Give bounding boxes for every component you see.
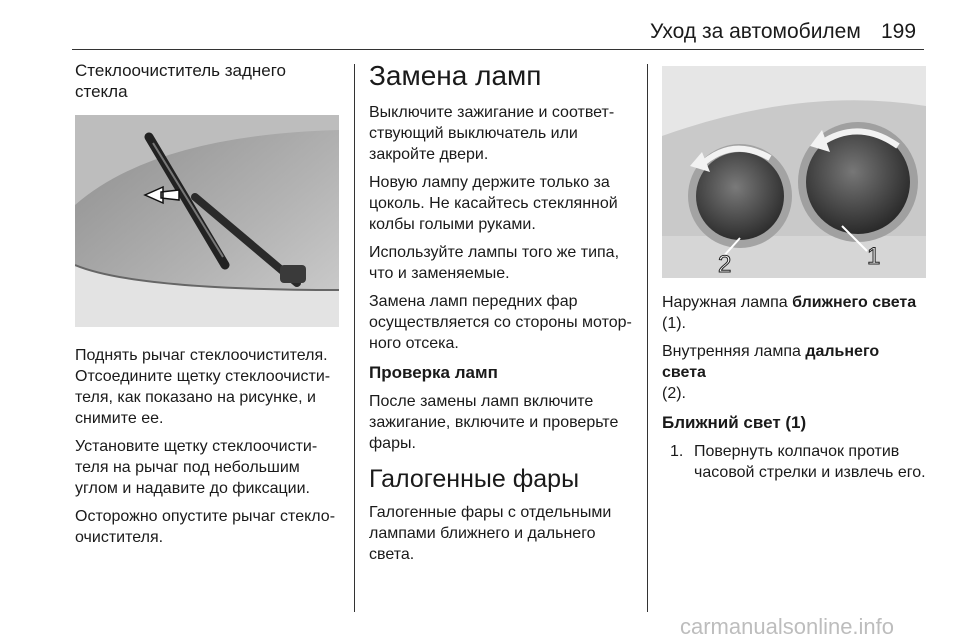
callout-1: 1 (867, 243, 881, 270)
header-title: Уход за автомобилем (650, 20, 861, 43)
paragraph: Новую лампу держите только за цоколь. Не касайтесь стеклянной колбы голыми руками. (369, 174, 618, 233)
page-number: 199 (881, 20, 917, 43)
paragraph: Осторожно опустите рычаг стеклоочистителя. (75, 508, 336, 546)
paragraph: Замена ламп передних фар осуществляется со стороны моторного отсека. (369, 293, 632, 352)
caption-low-beam: Наружная лампа ближнего света (1). (662, 294, 917, 332)
paragraph: Выключите зажигание и соответствующий выключатель или закройте двери. (369, 104, 615, 163)
paragraph: Установите щетку стеклоочистителя на рычаг под небольшим углом и надавите до фиксации. (75, 438, 318, 497)
bulb-check-heading: Проверка ламп (369, 363, 498, 382)
paragraph: После замены ламп включите зажигание, включите и проверьте фары. (369, 393, 619, 452)
middle-column (369, 60, 634, 572)
halogen-headlights-title: Галогенные фары (369, 465, 580, 493)
paragraph: Используйте лампы того же типа, что и заменяемые. (369, 244, 620, 282)
paragraph: Поднять рычаг стеклоочистителя. Отсоедините щетку стеклоочистителя, как показано на рисунке, и снимите ее. (75, 347, 331, 427)
right-column (662, 60, 927, 483)
headlight-cap-illustration (662, 66, 926, 278)
list-item: 1. Повернуть колпачок против часовой стрелки и извлечь его. (670, 443, 926, 481)
bulb-replacement-title: Замена ламп (369, 60, 542, 91)
paragraph: Галогенные фары с отдельными лампами ближнего и дальнего света. (369, 504, 612, 563)
low-beam-heading: Ближний свет (1) (662, 413, 807, 432)
column-divider-right (647, 64, 648, 612)
callout-2: 2 (718, 251, 732, 278)
rear-wiper-illustration (75, 115, 339, 327)
watermark: carmanualsonline.info (680, 614, 895, 639)
column-divider-left (354, 64, 355, 612)
left-column (75, 60, 340, 555)
caption-high-beam: Внутренняя лампа дальнего света (2). (662, 343, 880, 402)
rear-wiper-heading: Стеклоочиститель заднего стекла (75, 61, 287, 101)
header-rule (72, 49, 924, 50)
